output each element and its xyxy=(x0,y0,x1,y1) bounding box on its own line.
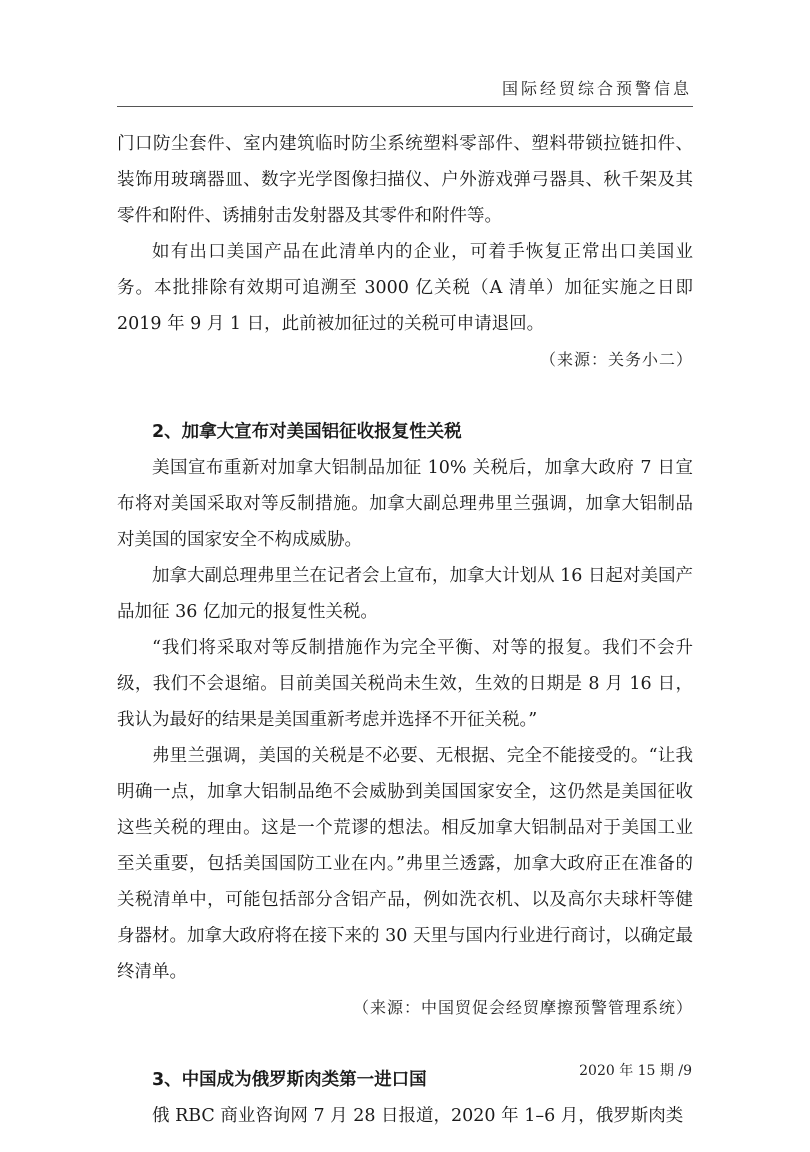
source-note: （来源：中国贸促会经贸摩擦预警管理系统） xyxy=(352,998,693,1017)
page-number: 2020 年 15 期 /9 xyxy=(579,1063,692,1079)
paragraph: “我们将采取对等反制措施作为完全平衡、对等的报复。我们不会升级，我们不会退缩。目前美国关税尚未生效，生效的日期是 8 月 16 日，我认为最好的结果是美国重新考虑并选择不开征关税。” xyxy=(117,638,693,730)
article-body xyxy=(117,126,693,1134)
header-rule xyxy=(117,106,693,107)
spacer xyxy=(117,378,693,414)
paragraph: 门口防尘套件、室内建筑临时防尘系统塑料零部件、塑料带锁拉链扣件、装饰用玻璃器皿、数字光学图像扫描仪、户外游戏弹弓器具、秋千架及其零件和附件、诱捕射击发射器及其零件和附件等。 xyxy=(117,134,693,226)
spacer xyxy=(117,1026,693,1062)
paragraph: 俄 RBC 商业咨询网 7 月 28 日报道，2020 年 1–6 月，俄罗斯肉类 xyxy=(152,1106,684,1126)
source-note: （来源：关务小二） xyxy=(539,350,693,369)
section-heading: 3、中国成为俄罗斯肉类第一进口国 xyxy=(152,1070,427,1090)
paragraph: 加拿大副总理弗里兰在记者会上宣布，加拿大计划从 16 日起对美国产品加征 36 亿加元的报复性关税。 xyxy=(117,566,693,622)
section-heading: 2、加拿大宣布对美国铝征收报复性关税 xyxy=(152,422,462,442)
page-header-title: 国际经贸综合预警信息 xyxy=(501,79,692,98)
paragraph: 弗里兰强调，美国的关税是不必要、无根据、完全不能接受的。“让我明确一点，加拿大铝制品绝不会威胁到美国国家安全，这仍然是美国征收这些关税的理由。这是一个荒谬的想法。相反加拿大铝制品对于美国工业至关重要，包括美国国防工业在内。”弗里兰透露，加拿大政府正在准备的关税清单中，可能包括部分含铝产品，例如洗衣机、以及高尔夫球杆等健身器材。加拿大政府将在接下来的 30 天里与国内行业进行商讨，以确定最终清单。 xyxy=(117,746,693,982)
paragraph: 如有出口美国产品在此清单内的企业，可着手恢复正常出口美国业务。本批排除有效期可追溯至 3000 亿关税（A 清单）加征实施之日即 2019 年 9 月 1 日，此前被加征过的关税可申请退回。 xyxy=(117,242,693,334)
paragraph: 美国宣布重新对加拿大铝制品加征 10% 关税后，加拿大政府 7 日宣布将对美国采取对等反制措施。加拿大副总理弗里兰强调，加拿大铝制品对美国的国家安全不构成威胁。 xyxy=(117,458,693,550)
